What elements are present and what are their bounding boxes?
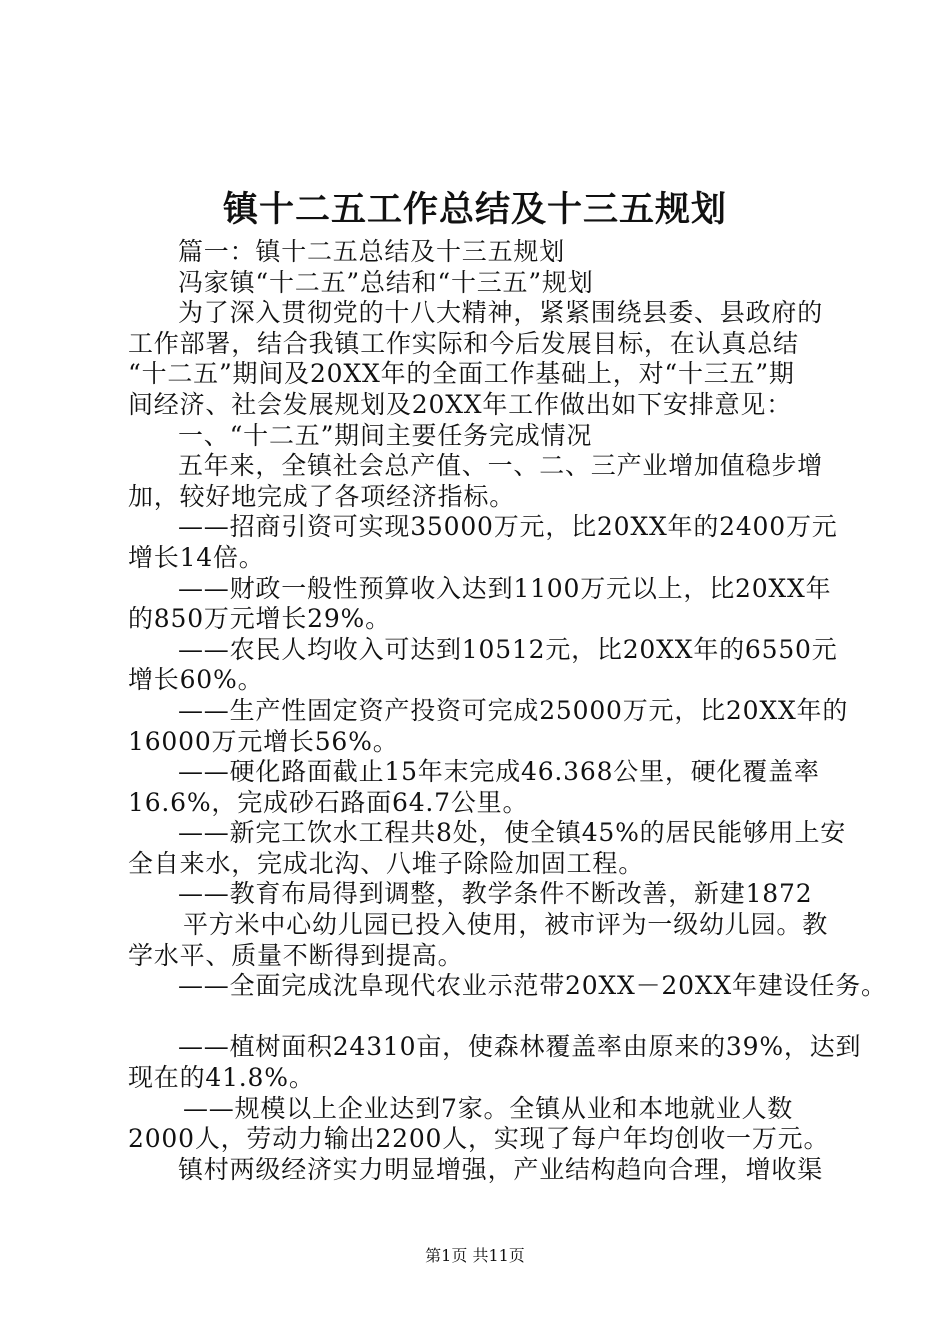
document-body [128,237,887,1185]
section-heading: 篇一：镇十二五总结及十三五规划 [178,237,566,266]
list-item-line: 学水平、质量不断得到提高。 [128,940,464,970]
list-item-line: 16000万元增长56%。 [128,726,399,756]
list-item-line: ——全面完成沈阜现代农业示范带20XX－20XX年建设任务。 [178,971,887,1001]
list-item-line: ——生产性固定资产投资可完成25000万元，比20XX年的 [178,695,849,725]
section-heading: 一、“十二五”期间主要任务完成情况 [178,420,593,450]
list-item-line: 16.6%，完成砂石路面64.7公里。 [128,787,529,817]
list-item-line: ——规模以上企业达到7家。全镇从业和本地就业人数 [183,1093,794,1123]
paragraph-line: 间经济、社会发展规划及20XX年工作做出如下安排意见： [128,389,793,419]
paragraph-line: 工作部署，结合我镇工作实际和今后发展目标，在认真总结 [128,328,799,358]
list-item-line: ——农民人均收入可达到10512元，比20XX年的6550元 [178,634,838,664]
page-number-footer: 第1页 共11页 [425,1246,525,1265]
document-title: 镇十二五工作总结及十三五规划 [222,189,727,230]
paragraph-line: “十二五”期间及20XX年的全面工作基础上，对“十三五”期 [128,359,795,389]
paragraph-line: 为了深入贯彻党的十八大精神，紧紧围绕县委、县政府的 [178,298,824,328]
list-item-line: ——植树面积24310亩，使森林覆盖率由原来的39%，达到 [178,1032,862,1062]
list-item-line: ——财政一般性预算收入达到1100万元以上，比20XX年 [178,573,832,603]
list-item-line: ——招商引资可实现35000万元，比20XX年的2400万元 [178,512,838,542]
list-item-line: 增长60%。 [128,665,264,695]
list-item-line: 全自来水，完成北沟、八堆子除险加固工程。 [128,848,645,878]
list-item-line: 的850万元增长29%。 [128,604,391,634]
list-item-line: 2000人，劳动力输出2200人，实现了每户年均创收一万元。 [128,1124,830,1154]
paragraph-line: 加，较好地完成了各项经济指标。 [128,481,516,511]
list-item-line: 增长14倍。 [128,542,265,572]
paragraph-line: 镇村两级经济实力明显增强，产业结构趋向合理，增收渠 [178,1154,824,1184]
list-item-line: ——硬化路面截止15年末完成46.368公里，硬化覆盖率 [178,757,820,787]
list-item-line: ——新完工饮水工程共8处，使全镇45%的居民能够用上安 [178,818,847,848]
list-item-line: 现在的41.8%。 [128,1063,315,1093]
list-item-line: 平方米中心幼儿园已投入使用，被市评为一级幼儿园。教 [183,910,829,940]
subtitle: 冯家镇“十二五”总结和“十三五”规划 [178,267,594,297]
list-item-line: ——教育布局得到调整，教学条件不断改善，新建1872 [178,879,813,909]
paragraph-line: 五年来，全镇社会总产值、一、二、三产业增加值稳步增 [178,451,824,481]
blank-line [128,1002,840,1033]
